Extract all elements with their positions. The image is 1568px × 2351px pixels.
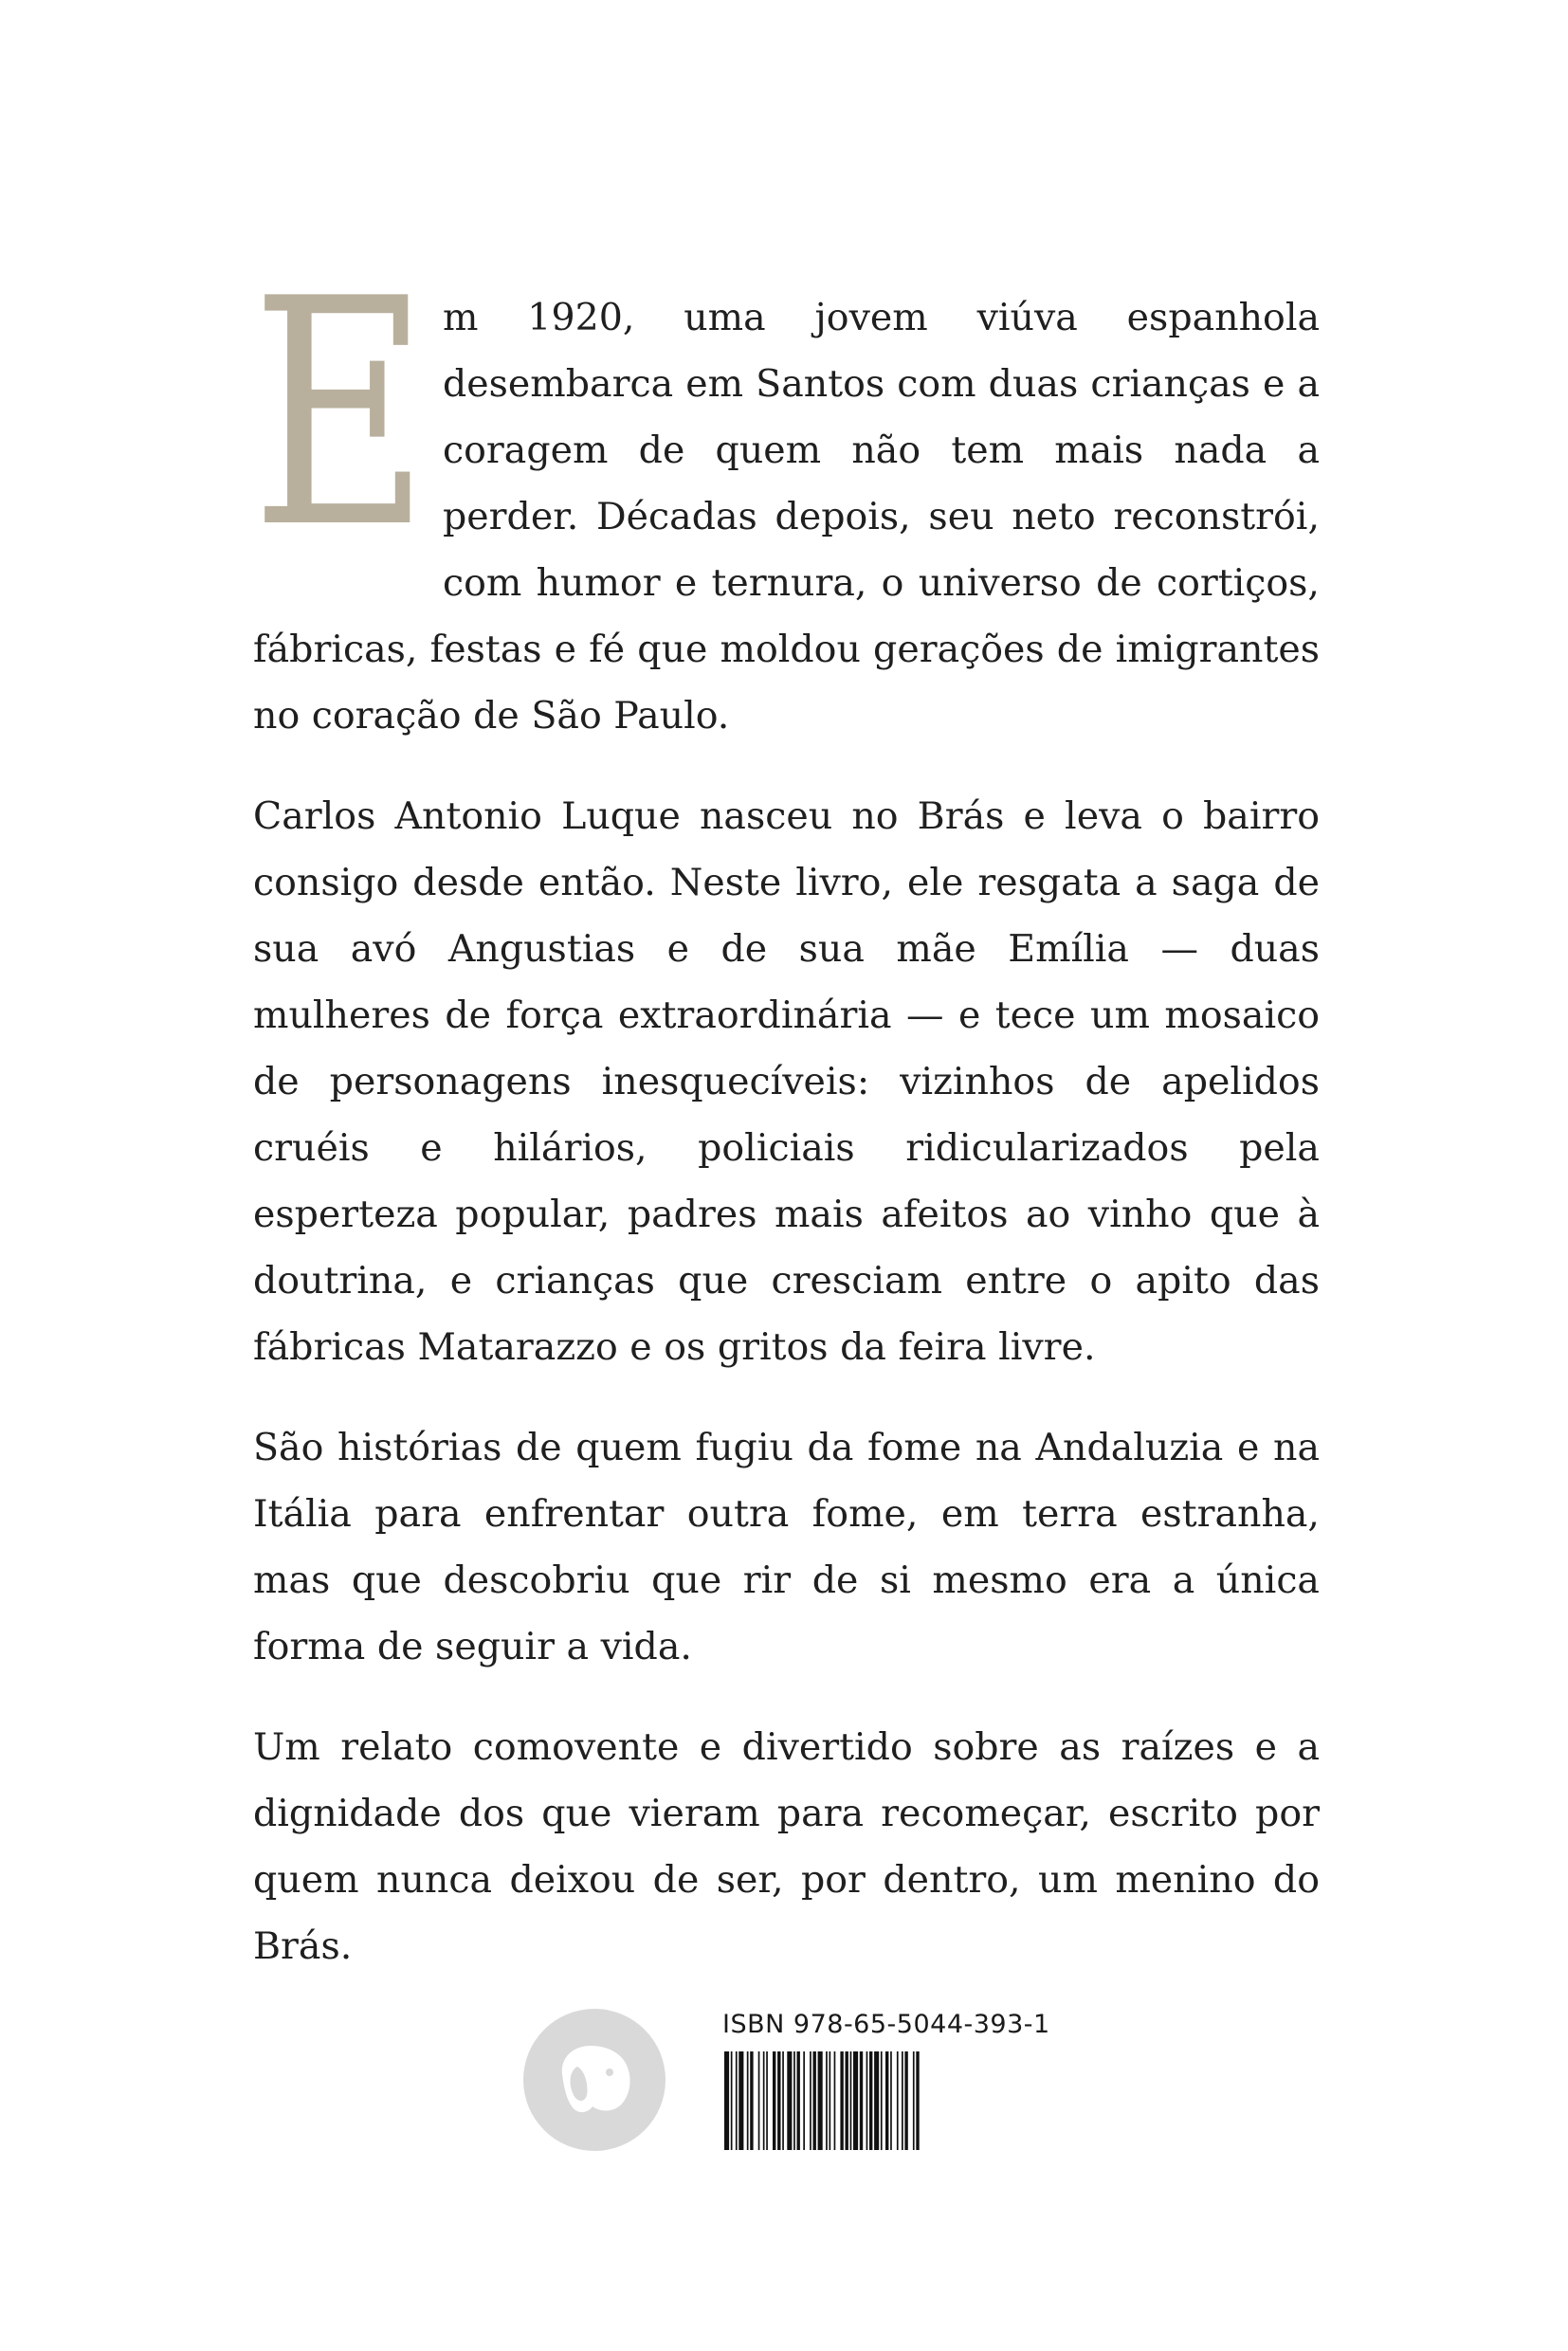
isbn-block xyxy=(722,2008,1050,2169)
paragraph-intro-text: m 1920, uma jovem viúva espanhola desembarca em Santos com duas crianças e a coragem de quem não tem mais nada a perder. Décadas depois, seu neto reconstrói, com humor e ternura, o universo de cortiços, fábricas, festas e fé que moldou gerações de imigrantes no coração de São Paulo. xyxy=(253,296,1320,738)
paragraph-intro xyxy=(251,232,1320,749)
back-cover-text xyxy=(251,232,1320,2014)
isbn-label: ISBN 978-65-5044-393-1 xyxy=(722,2010,1050,2039)
paragraph-author: Carlos Antonio Luque nasceu no Brás e leva o bairro consigo desde então. Neste livro, ele resgata a saga de sua avó Angustias e de sua mãe Emília — duas mulheres de força extraordinária — e tece um mosaico de personagens inesquecíveis: vizinhos de apelidos cruéis e hilários, policiais ridicularizados pela esperteza popular, padres mais afeitos ao vinho que à doutrina, e crianças que cresciam entre o apito das fábricas Matarazzo e os gritos da feira livre. xyxy=(253,794,1320,1369)
drop-cap-letter: E xyxy=(251,232,429,596)
paragraph-stories: São histórias de quem fugiu da fome na Andaluzia e na Itália para enfrentar outra fome, em terra estranha, mas que descobriu que rir de si mesmo era a única forma de seguir a vida. xyxy=(253,1426,1320,1668)
paragraph-summary: Um relato comovente e divertido sobre as raízes e a dignidade dos que vieram para recomeçar, escrito por quem nunca deixou de ser, por dentro, um menino do Brás. xyxy=(253,1725,1320,1968)
barcode-icon xyxy=(722,2051,997,2150)
dog-head-icon xyxy=(522,2008,666,2152)
drop-cap xyxy=(251,232,429,596)
